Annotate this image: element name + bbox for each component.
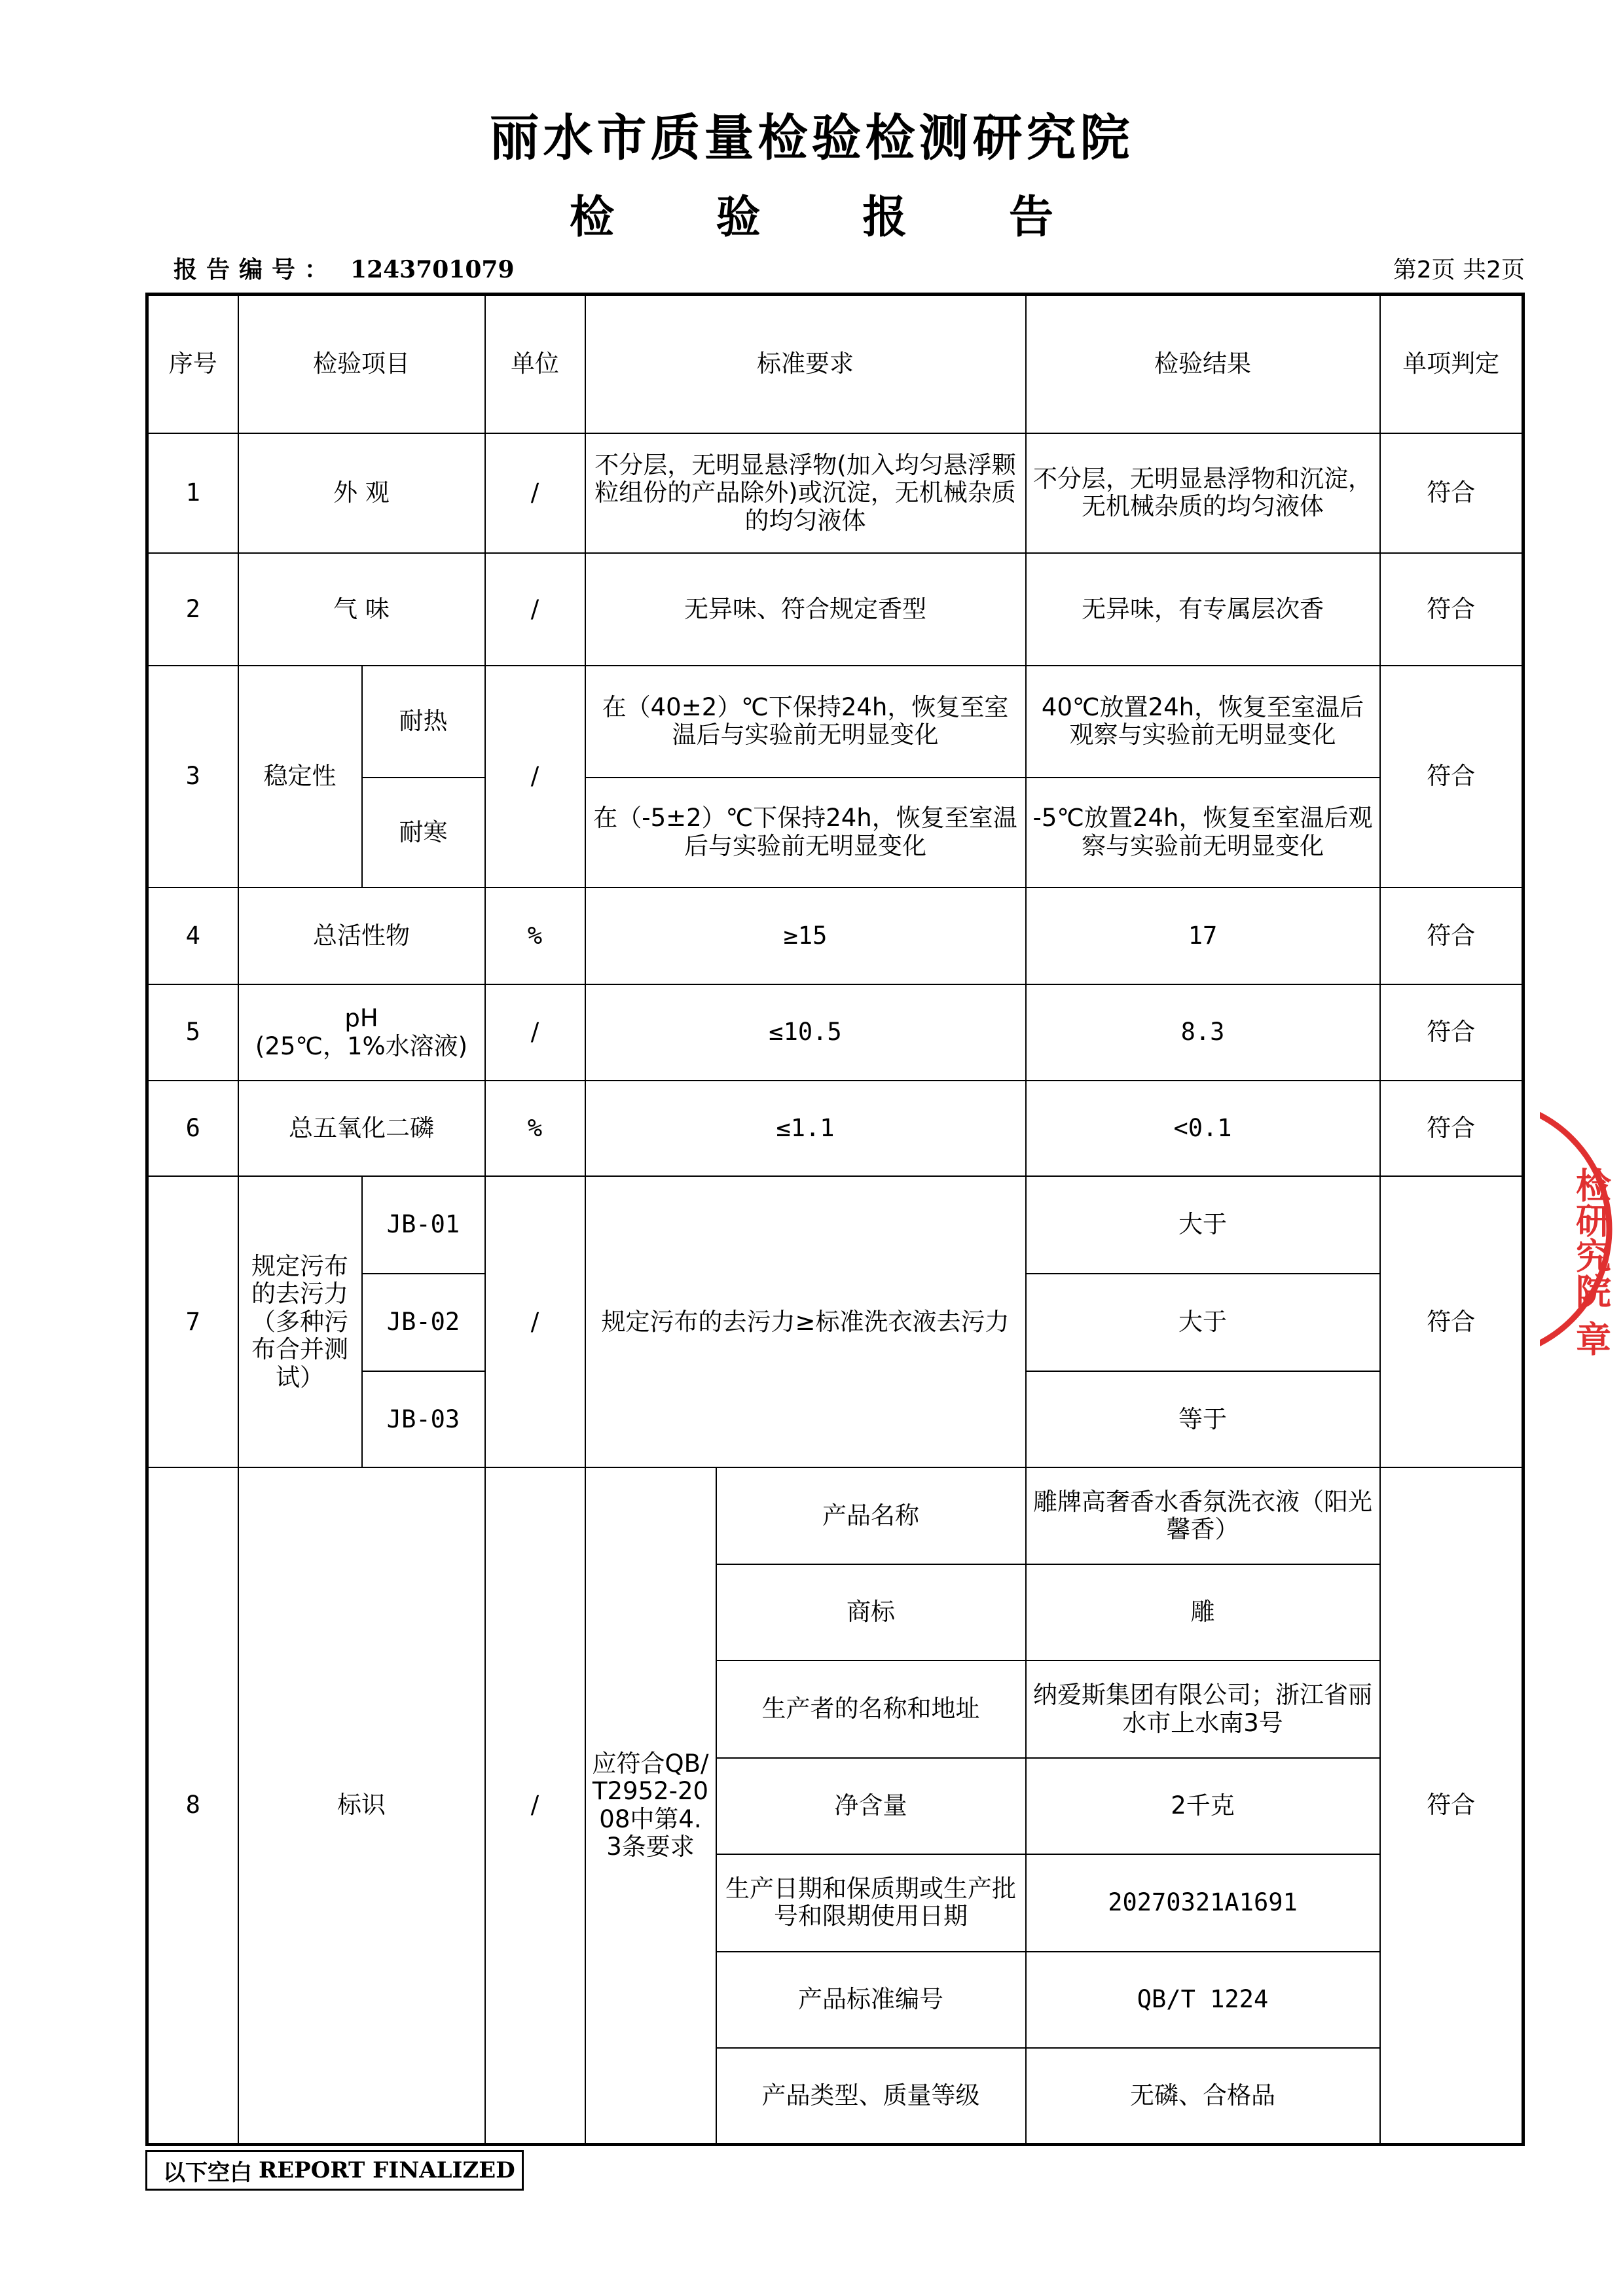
table-row	[147, 984, 1523, 1080]
table-row	[147, 1176, 1523, 1273]
row1-seq: 1	[147, 433, 238, 553]
table-row	[147, 1081, 1523, 1176]
row8-item: 标识	[238, 1467, 485, 2144]
institute-name: 丽水市质量检验检测研究院	[489, 109, 1134, 167]
row4-result: 17	[1026, 888, 1380, 984]
row3-item: 稳定性	[238, 666, 362, 888]
page-info: 第2页 共2页	[1393, 257, 1525, 283]
header-standard: 标准要求	[585, 295, 1026, 434]
row5-item-line1: pH	[344, 1004, 378, 1033]
row2-item: 气 味	[238, 553, 485, 666]
row2-seq: 2	[147, 553, 238, 666]
row8-label-production-date: 生产日期和保质期或生产批号和限期使用日期	[716, 1854, 1026, 1951]
row7-sub1: JB-01	[362, 1176, 485, 1273]
report-finalized-box	[145, 2150, 524, 2191]
row3-result1: 40℃放置24h，恢复至室温后观察与实验前无明显变化	[1026, 666, 1380, 777]
row8-value-product-type: 无磷、合格品	[1026, 2048, 1380, 2145]
row1-unit: /	[485, 433, 585, 553]
official-seal-stamp	[1540, 1088, 1623, 1376]
row8-value-production-date: 20270321A1691	[1026, 1854, 1380, 1951]
row8-seq: 8	[147, 1467, 238, 2144]
row7-seq: 7	[147, 1176, 238, 1467]
table-row	[147, 666, 1523, 777]
report-number-line	[173, 251, 515, 285]
row1-standard: 不分层，无明显悬浮物(加入均匀悬浮颗粒组份的产品除外)或沉淀，无机械杂质的均匀液体	[585, 433, 1026, 553]
row8-label-standard-no: 产品标准编号	[716, 1952, 1026, 2048]
table-row	[147, 1467, 1523, 1564]
row5-item	[238, 984, 485, 1080]
row1-judgement: 符合	[1380, 433, 1523, 553]
row8-label-manufacturer: 生产者的名称和地址	[716, 1660, 1026, 1757]
row1-item: 外 观	[238, 433, 485, 553]
row7-result1: 大于	[1026, 1176, 1380, 1273]
row8-label-trademark: 商标	[716, 1564, 1026, 1660]
row8-value-product-name: 雕牌高奢香水香氛洗衣液（阳光馨香）	[1026, 1467, 1380, 1564]
row8-label-product-type: 产品类型、质量等级	[716, 2048, 1026, 2145]
row4-standard: ≥15	[585, 888, 1026, 984]
row5-judgement: 符合	[1380, 984, 1523, 1080]
header-item: 检验项目	[238, 295, 485, 434]
row6-judgement: 符合	[1380, 1081, 1523, 1176]
row4-judgement: 符合	[1380, 888, 1523, 984]
row8-value-net-content: 2千克	[1026, 1758, 1380, 1854]
row6-result: <0.1	[1026, 1081, 1380, 1176]
row7-item: 规定污布的去污力（多种污布合并测试）	[238, 1176, 362, 1467]
row7-result2: 大于	[1026, 1274, 1380, 1371]
row7-sub3: JB-03	[362, 1371, 485, 1467]
row8-value-manufacturer: 纳爱斯集团有限公司；浙江省丽水市上水南3号	[1026, 1660, 1380, 1757]
report-finalized-label: REPORT FINALIZED	[259, 2157, 515, 2183]
row1-result: 不分层，无明显悬浮物和沉淀，无机械杂质的均匀液体	[1026, 433, 1380, 553]
header-result: 检验结果	[1026, 295, 1380, 434]
document-title: 检 验 报 告	[569, 192, 1097, 243]
row3-seq: 3	[147, 666, 238, 888]
row2-result: 无异味，有专属层次香	[1026, 553, 1380, 666]
table-row	[147, 433, 1523, 553]
row8-label-product-name: 产品名称	[716, 1467, 1026, 1564]
header-unit: 单位	[485, 295, 585, 434]
row5-standard: ≤10.5	[585, 984, 1026, 1080]
header-seq: 序号	[147, 295, 238, 434]
row8-label-net-content: 净含量	[716, 1758, 1026, 1854]
row3-standard2: 在（-5±2）℃下保持24h，恢复至室温后与实验前无明显变化	[585, 778, 1026, 888]
row6-standard: ≤1.1	[585, 1081, 1026, 1176]
header-judgement: 单项判定	[1380, 295, 1523, 434]
row6-item: 总五氧化二磷	[238, 1081, 485, 1176]
report-number: 1243701079	[350, 256, 515, 283]
row4-item: 总活性物	[238, 888, 485, 984]
row6-seq: 6	[147, 1081, 238, 1176]
row7-unit: /	[485, 1176, 585, 1467]
row8-standard: 应符合QB/T2952-2008中第4.3条要求	[585, 1467, 716, 2144]
table-row	[147, 888, 1523, 984]
inspection-table	[145, 293, 1525, 2146]
row8-judgement: 符合	[1380, 1467, 1523, 2144]
row7-sub2: JB-02	[362, 1274, 485, 1371]
row3-sub2: 耐寒	[362, 778, 485, 888]
row8-value-trademark: 雕	[1026, 1564, 1380, 1660]
row3-sub1: 耐热	[362, 666, 485, 777]
row4-seq: 4	[147, 888, 238, 984]
row5-seq: 5	[147, 984, 238, 1080]
row3-judgement: 符合	[1380, 666, 1523, 888]
row8-unit: /	[485, 1467, 585, 2144]
row2-unit: /	[485, 553, 585, 666]
row3-result2: -5℃放置24h，恢复至室温后观察与实验前无明显变化	[1026, 778, 1380, 888]
seal-graphic	[1540, 1088, 1623, 1376]
row5-result: 8.3	[1026, 984, 1380, 1080]
table-row	[147, 553, 1523, 666]
row2-standard: 无异味、符合规定香型	[585, 553, 1026, 666]
row5-item-line2: (25℃，1%水溶液)	[255, 1031, 468, 1060]
row3-unit: /	[485, 666, 585, 888]
row5-unit: /	[485, 984, 585, 1080]
header-row	[147, 295, 1523, 434]
row7-judgement: 符合	[1380, 1176, 1523, 1467]
row2-judgement: 符合	[1380, 553, 1523, 666]
report-number-label: 报告编号：	[173, 257, 338, 283]
row4-unit: %	[485, 888, 585, 984]
row7-result3: 等于	[1026, 1371, 1380, 1467]
row8-value-standard-no: QB/T 1224	[1026, 1952, 1380, 2048]
row6-unit: %	[485, 1081, 585, 1176]
row3-standard1: 在（40±2）℃下保持24h，恢复至室温后与实验前无明显变化	[585, 666, 1026, 777]
blank-below-label: 以下空白	[163, 2159, 252, 2186]
seal-text: 检研究院 章	[1570, 1167, 1612, 1356]
row7-standard: 规定污布的去污力≥标准洗衣液去污力	[585, 1176, 1026, 1467]
